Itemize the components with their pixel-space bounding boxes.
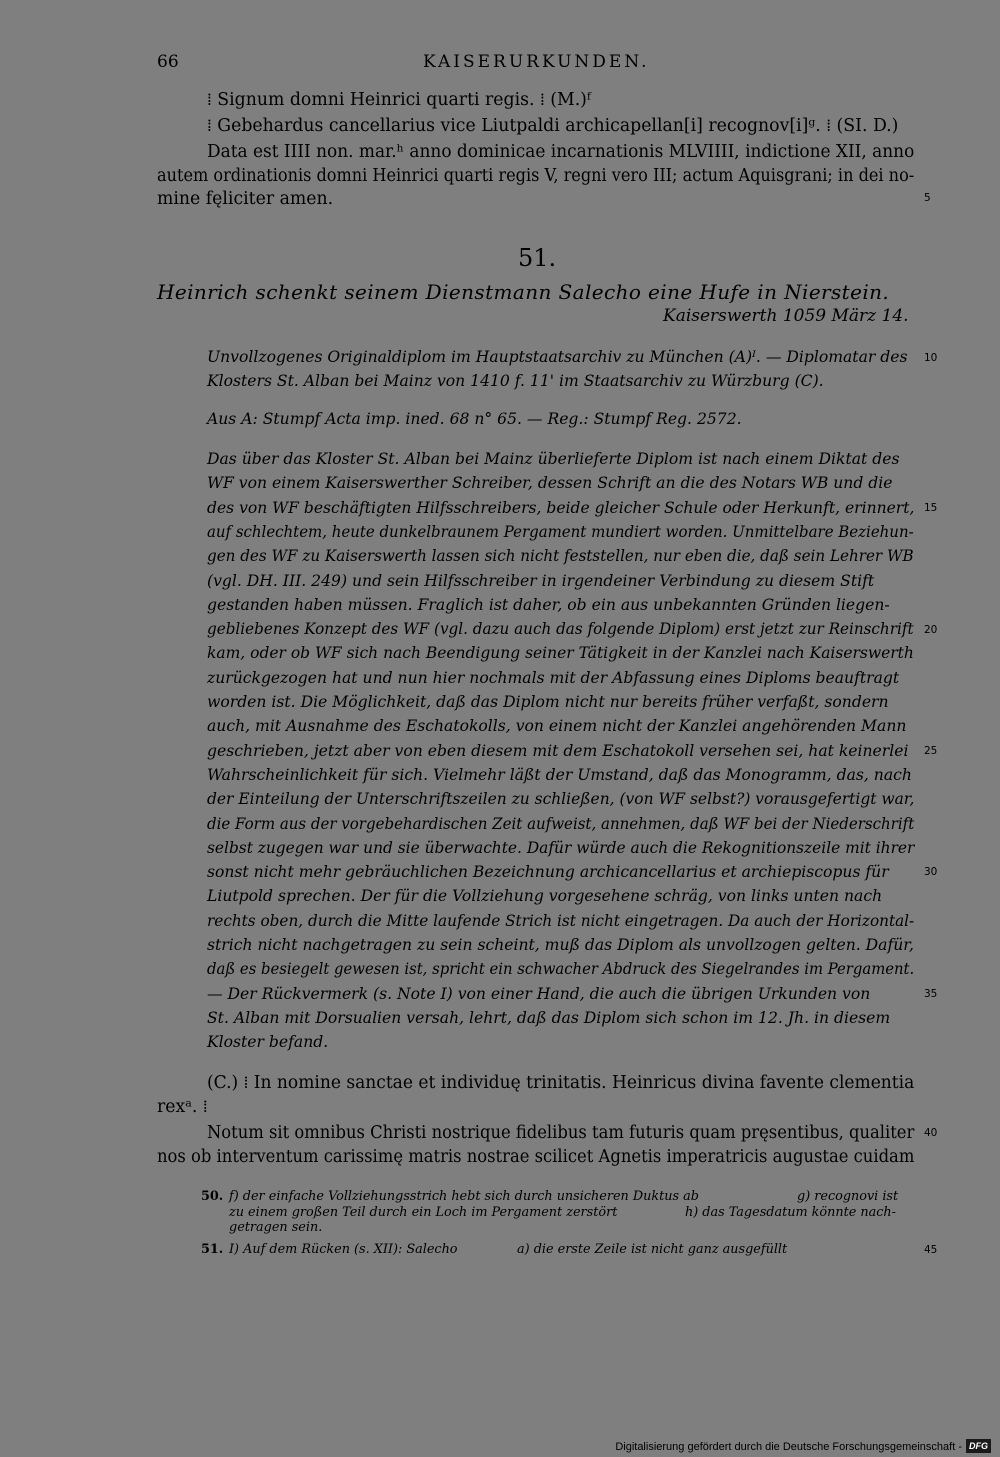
footnote-51-a: a) die erste Zeile ist nicht ganz ausgefüllt — [517, 1242, 788, 1257]
line-number: 10 — [924, 352, 938, 364]
promulgation-line-1: Notum sit omnibus Christi nostrique fidelibus tam futuris quam pręsentibus, qualiter — [207, 1123, 915, 1143]
footnote-51-number: 51. — [201, 1242, 224, 1257]
commentary-line: WF von einem Kaiserswerther Schreiber, dessen Schrift an die des Notars WB und die — [207, 474, 893, 493]
page-number: 66 — [157, 52, 179, 72]
footnote-50-g: g) recognovi ist — [797, 1189, 899, 1204]
dfg-logo: DFG — [966, 1439, 991, 1453]
commentary-line: worden ist. Die Möglichkeit, daß das Diplom nicht nur bereits früher verfaßt, sondern — [207, 693, 889, 711]
commentary-line: gebliebenes Konzept des WF (vgl. dazu auch das folgende Diplom) erst jetzt zur Reinschrift — [207, 620, 914, 639]
commentary-line: rechts oben, durch die Mitte laufende Strich ist nicht eingetragen. Da auch der Horizontal- — [207, 911, 915, 930]
footnote-51-label — [201, 1242, 223, 1257]
commentary-line: — Der Rückvermerk (s. Note I) von einer Hand, die auch die übrigen Urkunden von — [207, 984, 871, 1003]
running-head: KAISERURKUNDEN. — [423, 52, 650, 72]
document-title: Heinrich schenkt seinem Dienstmann Salecho eine Hufe in Nierstein. — [157, 280, 890, 304]
tradition-line-2: Klosters St. Alban bei Mainz von 1410 f. 11' im Staatsarchiv zu Würzburg (C). — [207, 372, 824, 390]
document-number: 51. — [518, 244, 557, 272]
edition-line: Aus A: Stumpf Acta imp. ined. 68 n° 65. — Reg.: Stumpf Reg. 2572. — [207, 410, 742, 428]
signum-line: ⁞ Signum domni Heinrici quarti regis. ⁞ (M.)ᶠ — [207, 90, 591, 110]
place-date: Kaiserswerth 1059 März 14. — [663, 306, 909, 326]
commentary-line: gen des WF zu Kaiserswerth lassen sich nicht feststellen, nur eben die, daß sein Lehrer WB — [207, 547, 914, 566]
promulgation-line-2: nos ob interventum carissimę matris nostrae scilicet Agnetis imperatricis augustae cuidam — [157, 1147, 915, 1167]
commentary-line: zurückgezogen hat und nun hier nochmals mit der Abfassung eines Diploms beauftragt — [207, 668, 900, 687]
commentary-line: des von WF beschäftigten Hilfsschreibers, beide gleicher Schule oder Herkunft, erinnert, — [207, 498, 915, 517]
line-number: 30 — [924, 866, 938, 878]
commentary-line: selbst zugegen war und sie überwachte. Dafür würde auch die Rekognitionszeile mit ihrer — [207, 838, 915, 857]
footnote-50-f-cont: zu einem großen Teil durch ein Loch im Pergament zerstört — [229, 1205, 618, 1220]
footnote-50-f: f) der einfache Vollziehungsstrich hebt sich durch unsicheren Duktus ab — [229, 1189, 699, 1204]
commentary-line: Wahrscheinlichkeit für sich. Vielmehr läßt der Umstand, daß das Monogramm, das, nach — [207, 765, 912, 784]
dating-line-2: autem ordinationis domni Heinrici quarti regis V, regni vero III; actum Aquisgrani; in dei no- — [157, 166, 915, 186]
commentary-line: daß es besiegelt gewesen ist, spricht ein schwacher Abdruck des Siegelrandes im Pergament. — [207, 960, 915, 979]
commentary-line: kam, oder ob WF sich nach Beendigung seiner Tätigkeit in der Kanzlei nach Kaiserswerth — [207, 644, 914, 663]
dating-line-3: mine fęliciter amen. — [157, 189, 334, 209]
commentary-line: Kloster befand. — [207, 1033, 329, 1052]
commentary-line: St. Alban mit Dorsualien versah, lehrt, daß das Diplom sich schon im 12. Jh. in diesem — [207, 1008, 891, 1027]
tradition-line-1: Unvollzogenes Originaldiplom im Hauptstaatsarchiv zu München (A)ᴵ. — Diplomatar des — [207, 348, 908, 366]
commentary-line: der Einteilung der Unterschriftszeilen zu schließen, (von WF selbst?) vorausgefertigt war, — [207, 790, 915, 809]
commentary-line: (vgl. DH. III. 249) und sein Hilfsschreiber in irgendeiner Verbindung zu diesem Stift — [207, 571, 875, 590]
line-number: 15 — [924, 502, 938, 514]
line-number: 25 — [924, 745, 938, 757]
line-number: 40 — [924, 1127, 938, 1139]
footnote-51-I: I) Auf dem Rücken (s. XII): Salecho — [229, 1242, 458, 1257]
commentary-line: gestanden haben müssen. Fraglich ist daher, ob ein aus unbekannten Gründen liegen- — [207, 595, 890, 614]
commentary-line: geschrieben, jetzt aber von eben diesem mit dem Eschatokoll versehen sei, hat keinerlei — [207, 741, 909, 760]
commentary-line: Das über das Kloster St. Alban bei Mainz überlieferte Diplom ist nach einem Diktat des — [207, 450, 900, 468]
commentary-line: auch, mit Ausnahme des Eschatokolls, von einem nicht der Kanzlei angehörenden Mann — [207, 717, 907, 736]
dating-line-1: Data est IIII non. mar.ʰ anno dominicae incarnationis MLVIIII, indictione XII, anno — [207, 142, 915, 162]
line-number: 20 — [924, 624, 938, 636]
intitulation-line: rexᵃ. ⁞ — [157, 1097, 208, 1117]
line-number: 45 — [924, 1244, 938, 1256]
footnote-50-h: h) das Tagesdatum könnte nach- — [685, 1205, 896, 1220]
commentary-line: auf schlechtem, heute dunkelbraunem Pergament mundiert worden. Unmittelbare Beziehun- — [207, 522, 914, 541]
commentary-line: Liutpold sprechen. Der für die Vollziehung vorgesehene schräg, von links unten nach — [207, 887, 883, 906]
footnote-50-label — [201, 1189, 223, 1204]
invocation-line: (C.) ⁞ In nomine sanctae et individuę trinitatis. Heinricus divina favente clementia — [207, 1073, 915, 1093]
footer-funding-note: Digitalisierung gefördert durch die Deutsche Forschungsgemeinschaft - — [615, 1441, 962, 1453]
line-number: 35 — [924, 988, 938, 1000]
line-number: 5 — [924, 192, 931, 204]
commentary-line: die Form aus der vorgebehardischen Zeit aufweist, annehmen, daß WF bei der Niederschrift — [207, 814, 915, 833]
footnote-50-h-cont: getragen sein. — [229, 1220, 323, 1235]
footnote-50-number: 50. — [201, 1189, 224, 1204]
commentary-line: strich nicht nachgetragen zu sein scheint, muß das Diplom als unvollzogen gelten. Dafür, — [207, 936, 914, 954]
recognition-line: ⁞ Gebehardus cancellarius vice Liutpaldi archicapellan[i] recognov[i]ᵍ. ⁞ (SI. D.) — [207, 116, 899, 136]
commentary-line: sonst nicht mehr gebräuchlichen Bezeichnung archicancellarius et archiepiscopus für — [207, 863, 889, 882]
